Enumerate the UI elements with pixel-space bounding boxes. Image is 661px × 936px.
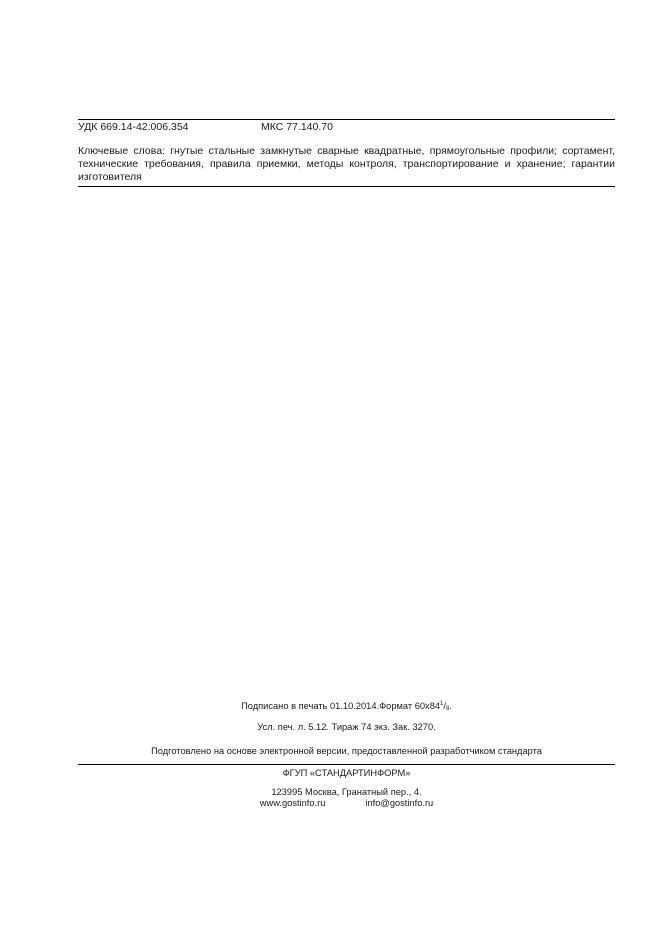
format-superscript: 1: [440, 701, 444, 707]
top-rule: [78, 119, 615, 120]
prepared-line: Подготовлено на основе электронной версии, предоставленной разработчиком стандарта: [151, 746, 542, 756]
format-subscript: 8: [445, 706, 450, 712]
udk-code: УДК 669.14-42:006.354: [78, 121, 189, 133]
website-link[interactable]: www.gostinfo.ru: [259, 798, 326, 808]
signed-line: Подписано в печать 01.10.2014.Формат $60х84^1/_8$.: [241, 701, 452, 712]
print-info-line: Усл. печ. л. 5.12. Тираж 74 экз. Зак. 3270.: [257, 722, 436, 732]
address-line: 123995 Москва, Гранатный пер., 4.: [271, 787, 422, 797]
mks-code: МКС 77.140.70: [261, 121, 333, 133]
keywords-rule: [78, 186, 615, 187]
imprint-rule: [78, 764, 615, 765]
email-link[interactable]: info@gostinfo.ru: [365, 798, 434, 808]
signed-text: Подписано в печать 01.10.2014.Формат 60х84: [241, 701, 441, 711]
contacts-line: [78, 797, 615, 809]
keywords-paragraph: Ключевые слова: гнутые стальные замкнутые сварные квадратные, прямоугольные профили; сортамент, технические требования, правила приемки, методы контроля, транспортирование и хранение; гарантии изготовителя: [78, 145, 615, 183]
format-end: .: [449, 701, 452, 711]
organization-line: ФГУП «СТАНДАРТИНФОРМ»: [282, 768, 411, 778]
